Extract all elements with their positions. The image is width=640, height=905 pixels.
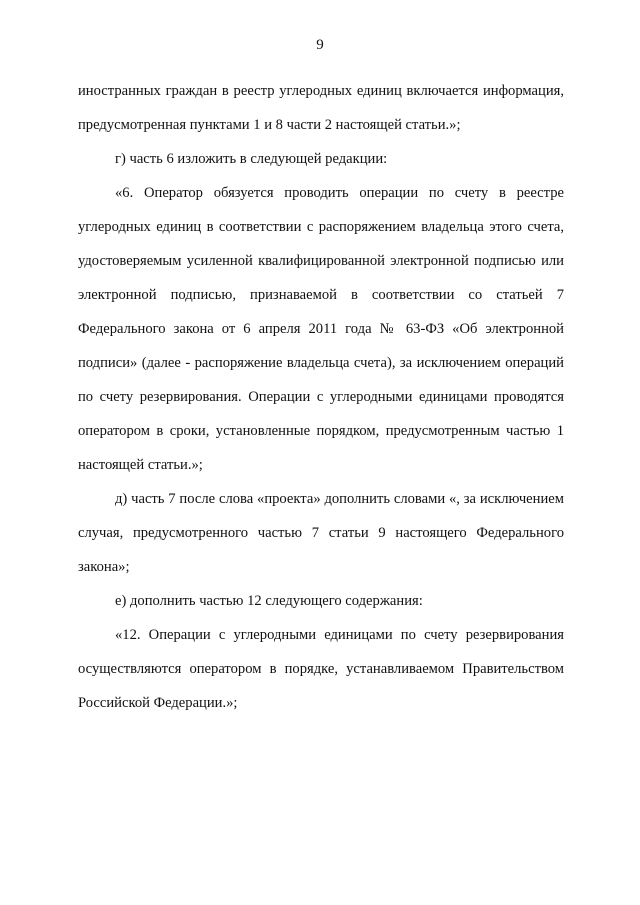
paragraph-part-6-text: «6. Оператор обязуется проводить операции по счету в реестре углеродных единиц в соответствии с распоряжением владельца этого счета, удостоверяемым усиленной квалифицированной электронной подписью или электронной подписью, признаваемой в соответствии со статьей 7 Федерального закона от 6 апреля 2011 года № 63-ФЗ «Об электронной подписи» (далее - распоряжение владельца счета), за исключением операций по счету резервирования. Операции с углеродными единицами проводятся оператором в сроки, установленные порядком, предусмотренным частью 1 настоящей статьи.»;	[78, 185, 564, 473]
paragraph-continuation: иностранных граждан в реестр углеродных единиц включается информация, предусмотренная пунктами 1 и 8 части 2 настоящей статьи.»;	[78, 83, 564, 133]
paragraph-item-d: д) часть 7 после слова «проекта» дополнить словами «, за исключением случая, предусмотренного частью 7 статьи 9 настоящего Федерального закона»;	[78, 491, 564, 575]
paragraph-item-e: е) дополнить частью 12 следующего содержания:	[115, 593, 423, 609]
page-number: 9	[316, 37, 324, 53]
paragraph-part-12-text: «12. Операции с углеродными единицами по счету резервирования осуществляются оператором в порядке, устанавливаемом Правительством Российской Федерации.»;	[78, 627, 564, 711]
paragraph-item-g: г) часть 6 изложить в следующей редакции:	[115, 151, 388, 167]
document-body	[78, 74, 564, 720]
